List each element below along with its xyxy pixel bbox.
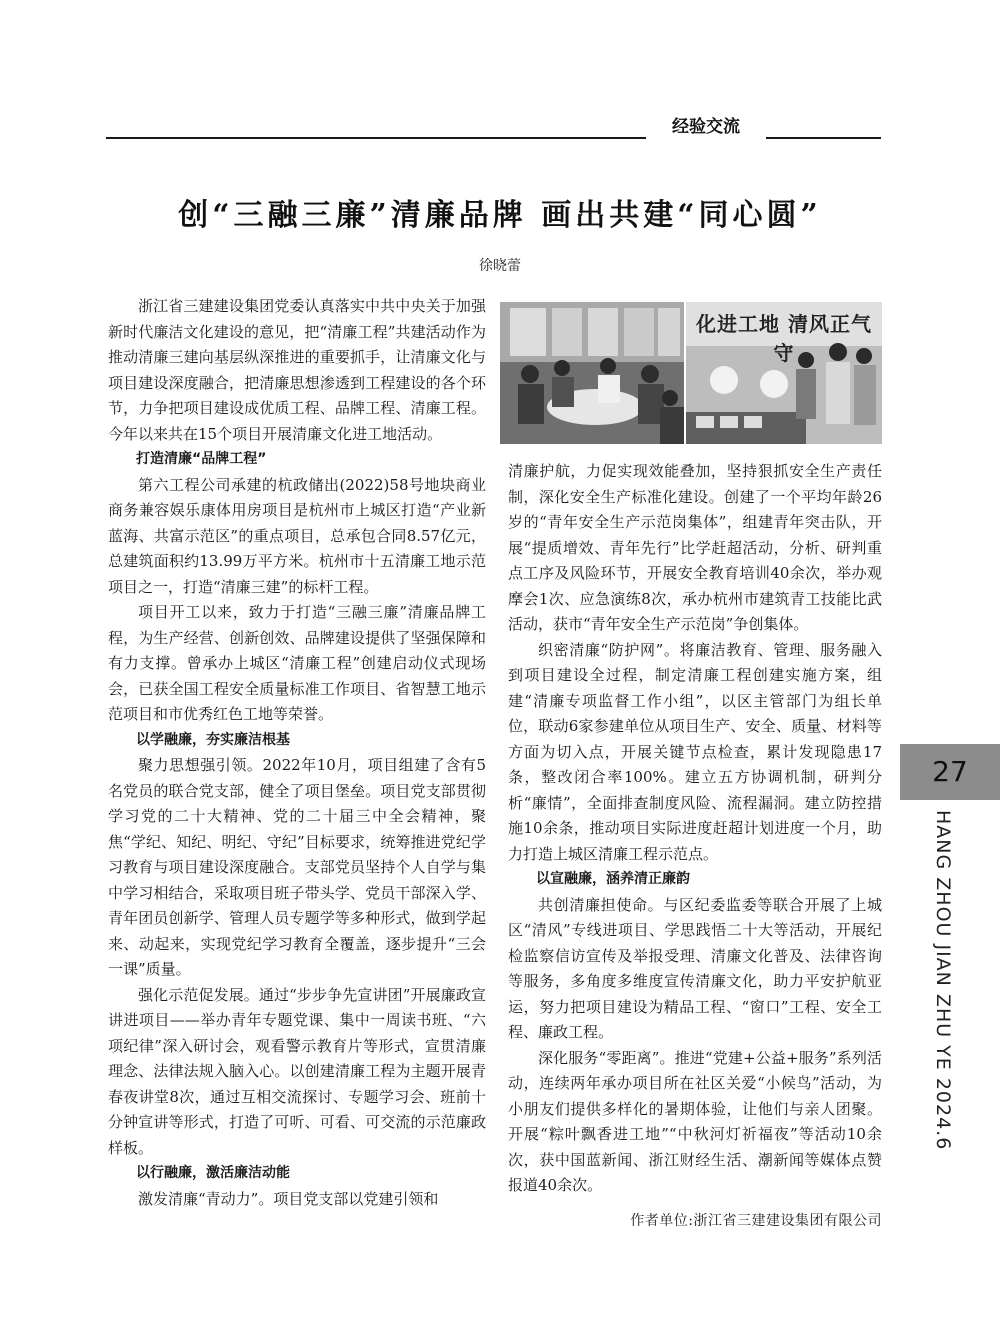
article-author: 徐晓蕾 bbox=[479, 258, 521, 274]
photo-site-visit bbox=[686, 302, 882, 444]
paragraph: 共创清廉担使命。与区纪委监委等联合开展了上城区“清风”专线进项目、学思践悟二十大等活动，开展纪检监察信访宣传及举报受理、清廉文化普及、法律咨询等服务，多角度多维度宣传清廉文化，助力平安护航亚运，努力把项目建设为精品工程、“窗口”工程、安全工程、廉政工程。 bbox=[508, 895, 882, 1041]
page-number: 27 bbox=[900, 744, 1000, 800]
header-rule-left bbox=[106, 137, 646, 139]
article-title: 创“三融三廉”清廉品牌 画出共建“同心圆” bbox=[178, 198, 822, 233]
paragraph: 浙江省三建建设集团党委认真落实中共中央关于加强新时代廉洁文化建设的意见，把“清廉工程”共建活动作为推动清廉三建向基层纵深推进的重要抓手，让清廉文化与项目建设深度融合，把清廉思想渗透到工程建设的各个环节，力争把项目建设成优质工程、品牌工程、清廉工程。今年以来共在15个项目开展清廉文化进工地活动。 bbox=[108, 297, 486, 443]
photo-banner-text: 化进工地 清风正气守 bbox=[696, 312, 872, 365]
section-heading: 以学融廉，夯实廉洁根基 bbox=[136, 731, 290, 748]
section-heading: 以宣融廉，涵养清正廉韵 bbox=[536, 871, 690, 887]
section-heading: 打造清廉“品牌工程” bbox=[136, 451, 267, 467]
photo-meeting bbox=[500, 302, 684, 444]
photo-meeting-image bbox=[500, 302, 684, 444]
paragraph: 清廉护航，力促实现效能叠加，坚持狠抓安全生产责任制，深化安全生产标准化建设。创建了一个平均年龄26岁的“青年安全生产示范岗集体”，组建青年突击队，开展“提质增效、青年先行”比学赶超活动，分析、研判重点工序及风险环节，开展安全教育培训40余次，举办观摩会1次、应急演练8次，承办杭州市建筑青工技能比武活动，获市“青年安全生产示范岗”争创集体。 bbox=[508, 462, 882, 633]
journal-issue: HANG ZHOU JIAN ZHU YE 2024.6 bbox=[932, 810, 954, 1151]
section-heading: 以行融廉，激活廉洁动能 bbox=[136, 1165, 290, 1181]
paragraph: 强化示范促发展。通过“步步争先宣讲团”开展廉政宣讲进项目——举办青年专题党课、集中一周读书班、“六项纪律”深入研讨会，观看警示教育片等形式，宣贯清廉理念、法律法规入脑入心。以创建清廉工程为主题开展青春夜讲堂8次，通过互相交流探讨、专题学习会、班前十分钟宣讲等形式，打造了可听、可看、可交流的示范廉政样板。 bbox=[108, 985, 486, 1157]
paragraph: 激发清廉“青动力”。项目党支部以党建引领和 bbox=[138, 1189, 439, 1208]
left-column bbox=[108, 294, 486, 1212]
paragraph: 织密清廉“防护网”。将廉洁教育、管理、服务融入到项目建设全过程，制定清廉工程创建实施方案，组建“清廉专项监督工作小组”，以区主管部门为组长单位，联动6家参建单位从项目生产、安全、质量、材料等方面为切入点，开展关键节点检查，累计发现隐患17条，整改闭合率100%。建立五方协调机制，研判分析“廉情”，全面排查制度风险、流程漏洞。建立防控措施10余条，推动项目实际进度赶超计划进度一个月，助力打造上城区清廉工程示范点。 bbox=[508, 640, 882, 863]
paragraph: 聚力思想强引领。2022年10月，项目组建了含有5名党员的联合党支部，健全了项目堡垒。项目党支部贯彻学习党的二十大精神、党的二十届三中全会精神，聚焦“学纪、知纪、明纪、守纪”目标要求，统筹推进党纪学习教育与项目建设深度融合。支部党员坚持个人自学与集中学习相结合，采取项目班子带头学、党员干部深入学、青年团员创新学、管理人员专题学等多种形式，做到学起来、动起来，实现党纪学习教育全覆盖，逐步提升“三会一课”质量。 bbox=[108, 756, 486, 978]
paragraph: 项目开工以来，致力于打造“三融三廉”清廉品牌工程，为生产经营、创新创效、品牌建设提供了坚强保障和有力支撑。曾承办上城区“清廉工程”创建启动仪式现场会，已获全国工程安全质量标准工作项目、省智慧工地示范项目和市优秀红色工地等荣誉。 bbox=[108, 603, 486, 723]
paragraph: 第六工程公司承建的杭政储出(2022)58号地块商业商务兼容娱乐康体用房项目是杭州市上城区打造“产业新蓝海、共富示范区”的重点项目，总承包合同8.57亿元，总建筑面积约13.99万平方米。杭州市十五清廉工地示范项目之一，打造“清廉三建”的标杆工程。 bbox=[108, 475, 486, 596]
right-column bbox=[508, 459, 882, 1199]
section-tag: 经验交流 bbox=[672, 117, 740, 137]
author-affiliation: 作者单位:浙江省三建建设集团有限公司 bbox=[630, 1213, 882, 1229]
header-rule-right bbox=[766, 137, 881, 139]
paragraph: 深化服务“零距离”。推进“党建+公益+服务”系列活动，连续两年承办项目所在社区关爱“小候鸟”活动，为小朋友们提供多样化的暑期体验，让他们与亲人团聚。开展“粽叶飘香进工地”“中秋河灯祈福夜”等活动10余次，获中国蓝新闻、浙江财经生活、潮新闻等媒体点赞报道40余次。 bbox=[508, 1048, 882, 1194]
